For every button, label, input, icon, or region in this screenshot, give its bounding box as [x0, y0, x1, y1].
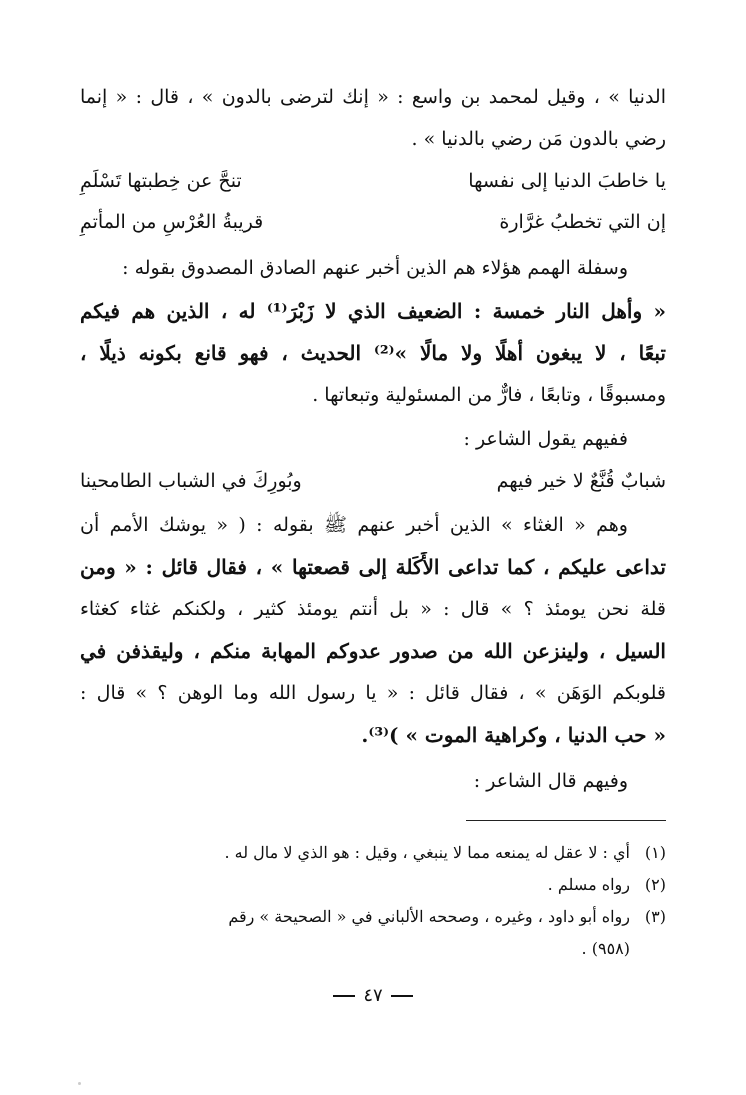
paragraph-line: وسفلة الهمم هؤلاء هم الذين أخبر عنهم الصادق المصدوق بقوله :	[122, 257, 628, 279]
footnote	[80, 936, 666, 962]
hadith-line: « وأهل النار خمسة : الضعيف الذي لا زَبْرَ⁽¹⁾ له ، الذين هم فيكم	[80, 299, 666, 323]
verse-line	[80, 166, 666, 196]
verse-line	[80, 466, 666, 496]
page-number	[0, 985, 746, 1006]
verse-hemistich: تنحَّ عن خِطبتها تَسْلَمِ	[80, 170, 242, 192]
dash-decoration	[333, 995, 355, 997]
hadith-line: « حب الدنيا ، وكراهية الموت » )⁽³⁾.	[361, 723, 666, 747]
paragraph-line: وهم « الغثاء » الذين أخبر عنهم ﷺ بقوله : ( « يوشك الأمم أن	[80, 514, 628, 536]
footnote-number: (٢)	[644, 875, 666, 894]
verse-hemistich: وبُورِكَ في الشباب الطامحينا	[80, 470, 302, 492]
verse-hemistich: شبابٌ قُنَّعٌ لا خير فيهم	[496, 470, 666, 492]
verse-hemistich: قريبةُ العُرْسِ من المأتمِ	[80, 211, 264, 233]
footnote-separator	[466, 820, 666, 821]
footnote-text: (٩٥٨) .	[581, 939, 630, 958]
verse-hemistich: إن التي تخطبُ غرَّارة	[499, 211, 666, 233]
footnote-number: (٣)	[644, 907, 666, 926]
body-line: الدنيا » ، وقيل لمحمد بن واسع : « إنك لترضى بالدون » ، قال : « إنما	[80, 86, 666, 108]
footnote	[80, 840, 666, 866]
verse-line	[80, 207, 666, 237]
footnote-text: رواه مسلم .	[547, 875, 630, 894]
poet-intro: ففيهم يقول الشاعر :	[463, 428, 628, 450]
footnote	[80, 904, 666, 930]
hadith-line: تداعى عليكم ، كما تداعى الأَكَلة إلى قصعتها » ، فقال قائل : « ومن	[80, 555, 666, 579]
hadith-line: تبعًا ، لا يبغون أهلًا ولا مالًا »⁽²⁾ الحديث ، فهو قانع بكونه ذيلًا ،	[80, 341, 666, 365]
scan-speck	[78, 1082, 81, 1085]
footnote-text: رواه أبو داود ، وغيره ، وصححه الألباني في « الصحيحة » رقم	[228, 907, 630, 926]
paragraph-line: ومسبوقًا ، وتابعًا ، فارٌّ من المسئولية وتبعاتها .	[312, 384, 666, 406]
hadith-line: السيل ، ولينزعن الله من صدور عدوكم المهابة منكم ، وليقذفن في	[80, 639, 666, 663]
hadith-line: قلوبكم الوَهَن » ، فقال قائل : « يا رسول الله وما الوهن ؟ » قال :	[80, 682, 666, 704]
poet-intro: وفيهم قال الشاعر :	[473, 770, 628, 792]
footnote	[80, 872, 666, 898]
page-number-text: ٤٧	[363, 985, 383, 1006]
hadith-line: قلة نحن يومئذ ؟ » قال : « بل أنتم يومئذ كثير ، ولكنكم غثاء كغثاء	[80, 598, 666, 620]
footnote-number: (١)	[644, 843, 666, 862]
body-line: رضي بالدون مَن رضي بالدنيا » .	[411, 128, 666, 150]
verse-hemistich: يا خاطبَ الدنيا إلى نفسها	[468, 170, 666, 192]
footnote-text: أي : لا عقل له يمنعه مما لا ينبغي ، وقيل : هو الذي لا مال له .	[224, 843, 630, 862]
dash-decoration	[391, 995, 413, 997]
